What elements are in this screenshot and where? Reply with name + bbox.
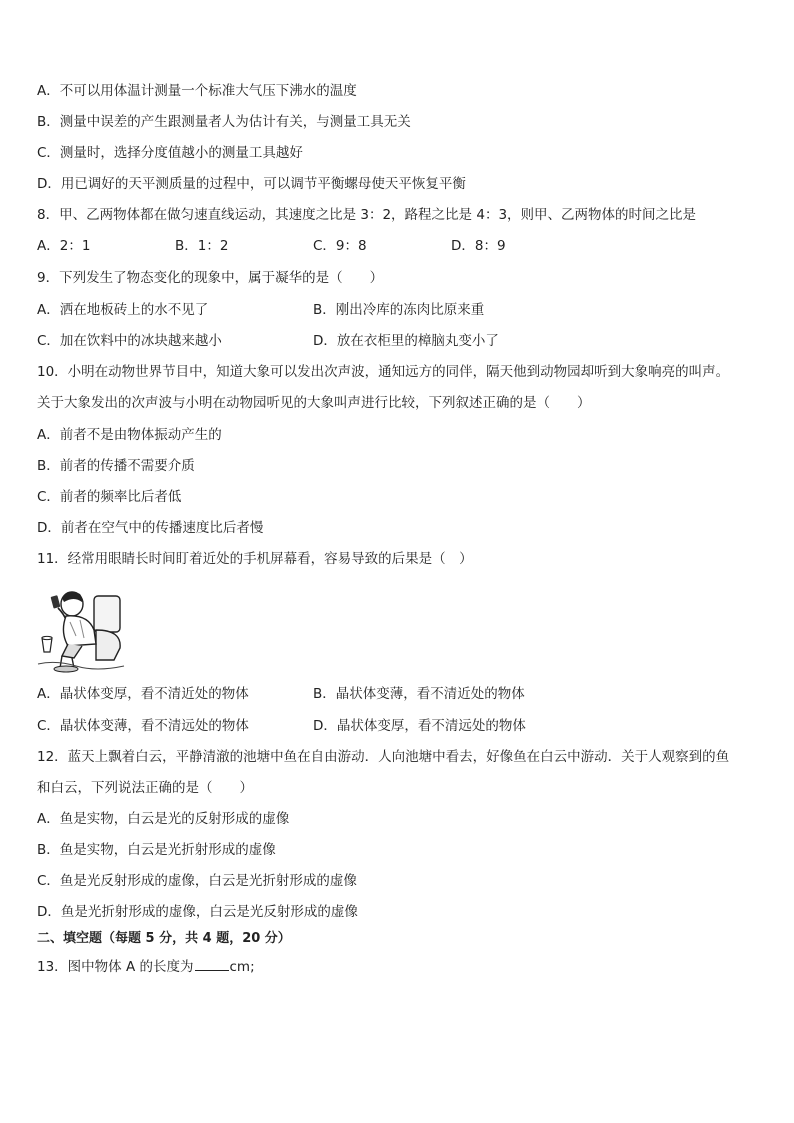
q8-option-c: C．9：8 [313,238,367,254]
q9-option-c: C．加在饮料中的冰块越来越小 [37,333,222,349]
q9-stem: 9．下列发生了物态变化的现象中，属于凝华的是（ ） [37,270,384,286]
q10-stem-line1: 10．小明在动物世界节目中，知道大象可以发出次声波，通知远方的同伴，隔天他到动物园却听到大象响亮的叫声。 [37,364,730,380]
q11-option-b: B．晶状体变薄，看不清近处的物体 [313,686,525,702]
q11-stem: 11．经常用眼睛长时间盯着近处的手机屏幕看，容易导致的后果是（ ） [37,551,473,567]
q7-option-a: A．不可以用体温计测量一个标准大气压下沸水的温度 [37,83,357,99]
q13-stem [37,956,255,976]
q8-stem: 8．甲、乙两物体都在做匀速直线运动，其速度之比是 3：2，路程之比是 4：3，则甲、乙两物体的时间之比是 [37,207,697,223]
q10-stem-line2: 关于大象发出的次声波与小明在动物园听见的大象叫声进行比较，下列叙述正确的是（ ） [37,395,591,411]
q12-option-b: B．鱼是实物，白云是光折射形成的虚像 [37,842,276,858]
q10-option-b: B．前者的传播不需要介质 [37,458,195,474]
q8-option-a: A．2：1 [37,238,91,254]
q10-option-d: D．前者在空气中的传播速度比后者慢 [37,520,264,536]
q11-option-a: A．晶状体变厚，看不清近处的物体 [37,686,249,702]
q12-option-a: A．鱼是实物，白云是光的反射形成的虚像 [37,811,290,827]
answer-blank[interactable] [195,956,229,971]
q9-option-d: D．放在衣柜里的樟脑丸变小了 [313,333,499,349]
q11-option-d: D．晶状体变厚，看不清远处的物体 [313,718,526,734]
q10-option-a: A．前者不是由物体振动产生的 [37,427,222,443]
q12-stem-line2: 和白云，下列说法正确的是（ ） [37,780,253,796]
q9-option-b: B．刚出冷库的冻肉比原来重 [313,302,485,318]
q7-option-d: D．用已调好的天平测质量的过程中，可以调节平衡螺母使天平恢复平衡 [37,176,466,192]
q10-option-c: C．前者的频率比后者低 [37,489,182,505]
q7-option-c: C．测量时，选择分度值越小的测量工具越好 [37,145,303,161]
q7-option-b: B．测量中误差的产生跟测量者人为估计有关，与测量工具无关 [37,114,411,130]
section-heading: 二、填空题（每题 5 分，共 4 题，20 分） [37,931,291,946]
q12-stem-line1: 12．蓝天上飘着白云，平静清澈的池塘中鱼在自由游动．人向池塘中看去，好像鱼在白云中游动．关于人观察到的鱼 [37,749,730,765]
q12-option-c: C．鱼是光反射形成的虚像，白云是光折射形成的虚像 [37,873,357,889]
q9-option-a: A．洒在地板砖上的水不见了 [37,302,209,318]
person-using-phone-illustration-icon [36,586,128,674]
q8-option-d: D．8：9 [451,238,506,254]
q8-option-b: B．1：2 [175,238,229,254]
q13-stem-before: 13．图中物体 A 的长度为 [37,959,194,975]
q13-stem-after: cm; [229,959,255,975]
q11-option-c: C．晶状体变薄，看不清远处的物体 [37,718,249,734]
q12-option-d: D．鱼是光折射形成的虚像，白云是光反射形成的虚像 [37,904,358,920]
